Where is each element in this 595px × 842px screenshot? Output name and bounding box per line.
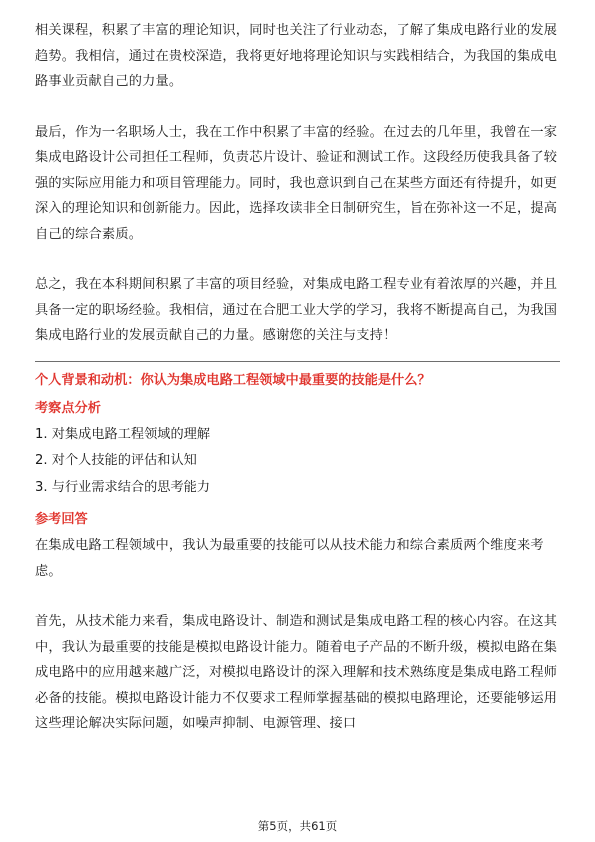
page-number: 第5页，共61页 [257, 819, 338, 833]
analysis-item-1: 1. 对集成电路工程领域的理解 [35, 426, 211, 442]
answer-paragraph-2: 首先，从技术能力来看，集成电路设计、制造和测试是集成电路工程的核心内容。在这其中，我认为最重要的技能是模拟电路设计能力。随着电子产品的不断升级，模拟电路在集成电路中的应用越来越广泛，对模拟电路设计的深入理解和技术熟练度是集成电路工程师必备的技能。模拟电路设计能力不仅要求工程师掌握基础的模拟电路理论，还要能够运用这些理论解决实际问题，如噪声抑制、电源管理、接口 [35, 614, 558, 731]
analysis-item-3: 3. 与行业需求结合的思考能力 [35, 479, 211, 495]
paragraph-gap [35, 95, 560, 120]
document-page [35, 18, 560, 737]
body-paragraph-1: 相关课程，积累了丰富的理论知识，同时也关注了行业动态，了解了集成电路行业的发展趋势。我相信，通过在贵校深造，我将更好地将理论知识与实践相结合，为我国的集成电路事业贡献自己的力量。 [35, 23, 558, 89]
interview-question: 个人背景和动机：你认为集成电路工程领域中最重要的技能是什么？ [35, 372, 431, 388]
answer-paragraph-1: 在集成电路工程领域中，我认为最重要的技能可以从技术能力和综合素质两个维度来考虑。 [35, 538, 544, 579]
analysis-heading: 考察点分析 [35, 400, 101, 416]
body-paragraph-2: 最后，作为一名职场人士，我在工作中积累了丰富的经验。在过去的几年里，我曾在一家集成电路设计公司担任工程师，负责芯片设计、验证和测试工作。这段经历使我具备了较强的实际应用能力和项目管理能力。同时，我也意识到自己在某些方面还有待提升，如更深入的理论知识和创新能力。因此，选择攻读非全日制研究生，旨在弥补这一不足，提高自己的综合素质。 [35, 124, 558, 242]
paragraph-gap [35, 247, 560, 272]
body-paragraph-3: 总之，我在本科期间积累了丰富的项目经验，对集成电路工程专业有着浓厚的兴趣，并且具备一定的职场经验。我相信，通过在合肥工业大学的学习，我将不断提高自己，为我国集成电路行业的发展贡献自己的力量。感谢您的关注与支持！ [35, 277, 558, 343]
analysis-item-2: 2. 对个人技能的评估和认知 [35, 453, 197, 468]
answer-heading: 参考回答 [35, 512, 88, 527]
section-divider [35, 361, 560, 362]
paragraph-gap [35, 584, 560, 609]
